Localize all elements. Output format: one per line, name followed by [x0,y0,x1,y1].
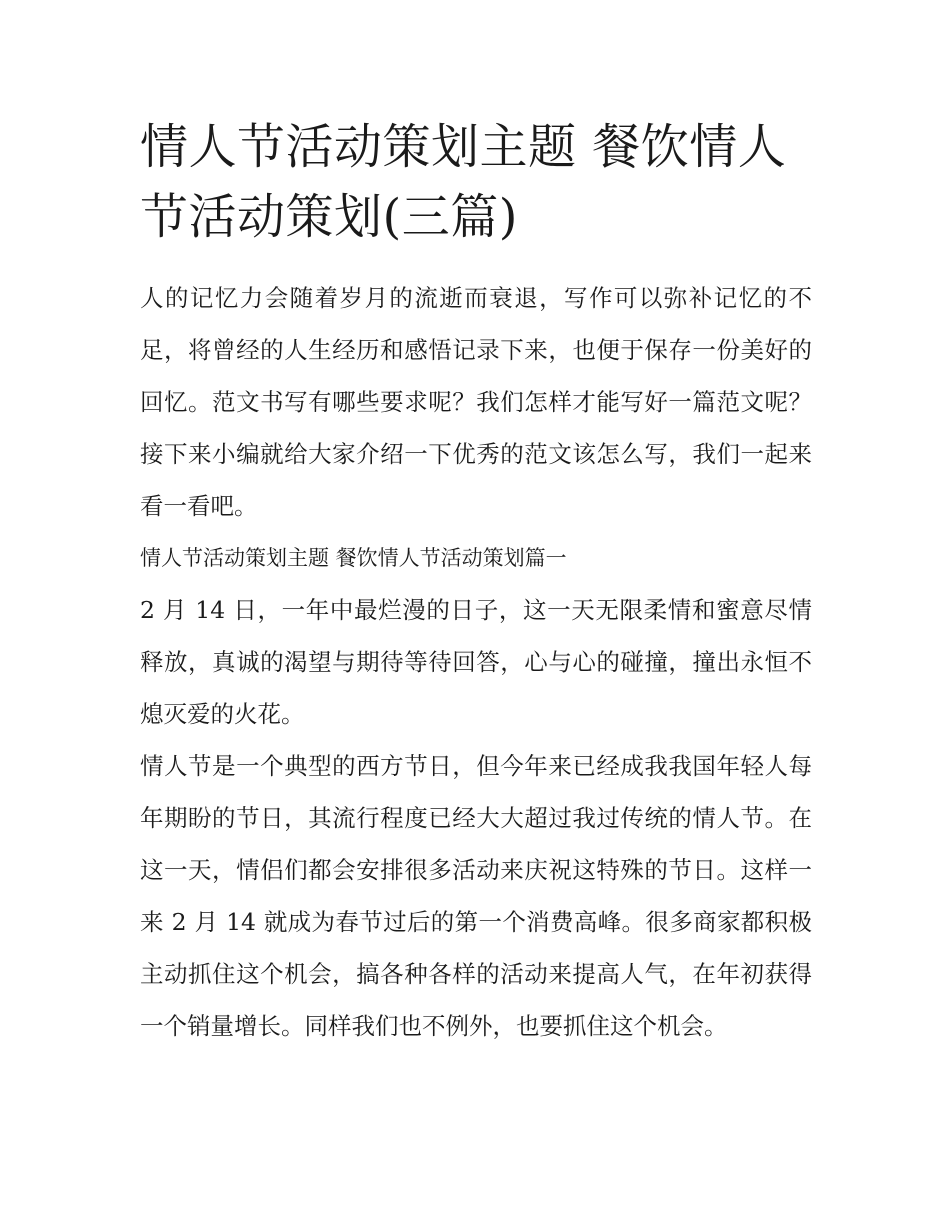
section-heading: 情人节活动策划主题 餐饮情人节活动策划篇一 [140,546,567,570]
body-paragraph: 2 月 14 日，一年中最烂漫的日子，这一天无限柔情和蜜意尽情释放，真诚的渴望与期待等待回答，心与心的碰撞，撞出永恒不熄灭爱的火花。 [140,596,812,728]
document-title: 情人节活动策划主题 餐饮情人节活动策划(三篇) [140,119,787,245]
intro-paragraph: 人的记忆力会随着岁月的流逝而衰退，写作可以弥补记忆的不足，将曾经的人生经历和感悟记录下来，也便于保存一份美好的回忆。范文书写有哪些要求呢？我们怎样才能写好一篇范文呢？接下来小编就给大家介绍一下优秀的范文该怎么写，我们一起来看一看吧。 [140,284,812,520]
body-paragraph: 情人节是一个典型的西方节日，但今年来已经成我我国年轻人每年期盼的节日，其流行程度已经大大超过我过传统的情人节。在这一天，情侣们都会安排很多活动来庆祝这特殊的节日。这样一来 2 月 14 就成为春节过后的第一个消费高峰。很多商家都积极主动抓住这个机会，搞各种各样的活动来提高人气，在年初获得一个销量增长。同样我们也不例外，也要抓住这个机会。 [140,752,812,1040]
document-body [140,112,812,1052]
